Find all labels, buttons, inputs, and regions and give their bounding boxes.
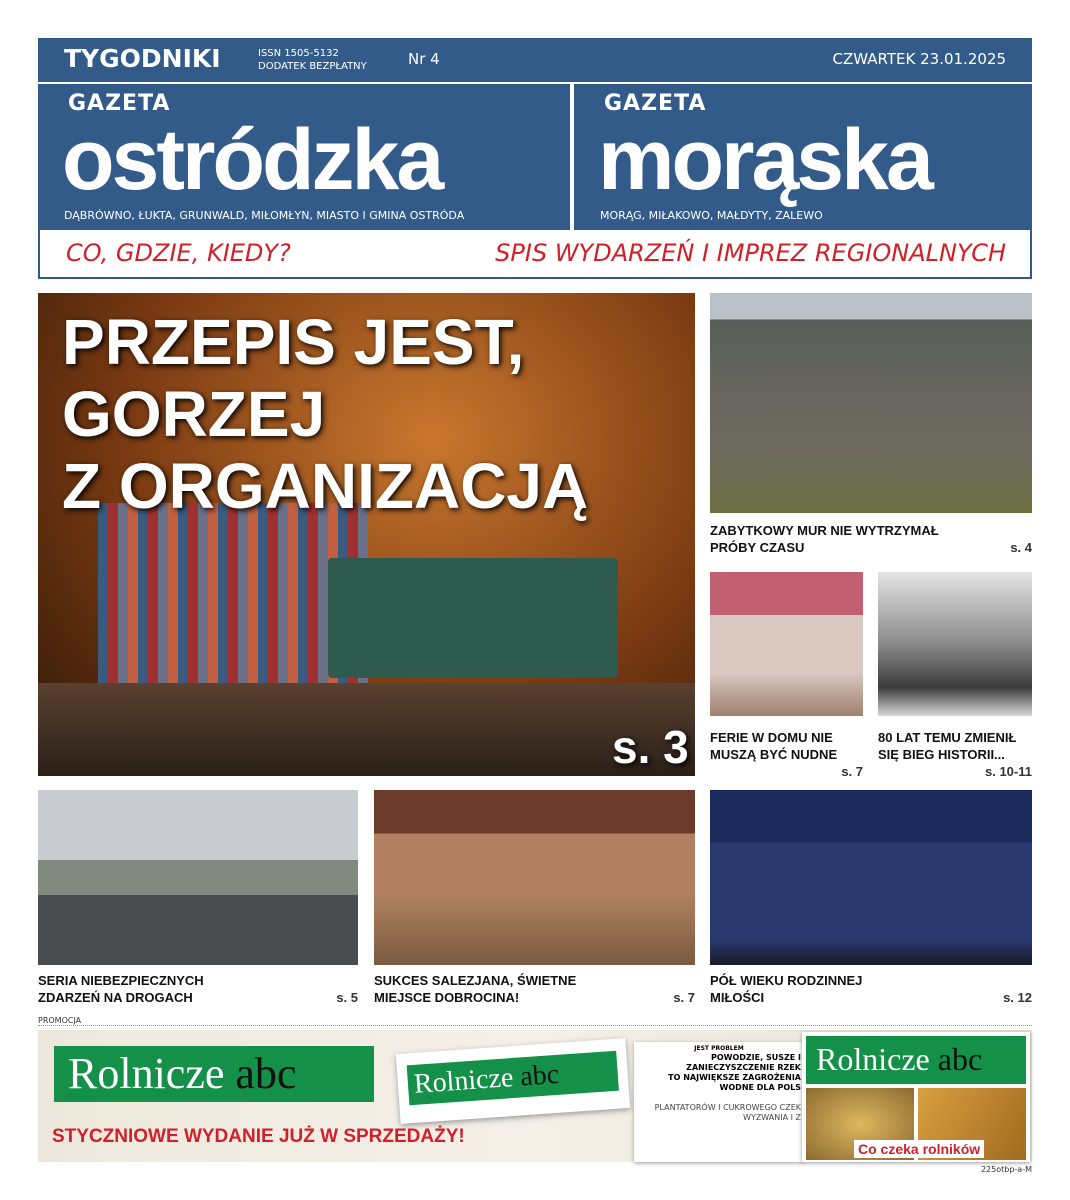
- headline-line: GORZEJ: [62, 378, 326, 450]
- issue-number: Nr 4: [408, 50, 440, 68]
- title-line: MUSZĄ BYĆ NUDNE: [710, 747, 838, 762]
- cover-logo: [806, 1036, 1026, 1084]
- story-title[interactable]: [374, 972, 576, 1006]
- roll-logo: [407, 1051, 619, 1106]
- promo-label: PROMOCJA: [38, 1016, 1032, 1026]
- story-title[interactable]: [710, 972, 862, 1006]
- masthead-areas: DĄBRÓWNO, ŁUKTA, GRUNWALD, MIŁOMŁYN, MIASTO I GMINA OSTRÓDA: [64, 209, 465, 222]
- top-bar: [38, 38, 1032, 82]
- story-page: s. 4: [1010, 540, 1032, 555]
- title-line: 80 LAT TEMU ZMIENIŁ: [878, 730, 1017, 745]
- inner-headline: TO NAJWIĘKSZE ZAGROŻENIA WODNE DLA POLS: [668, 1073, 801, 1092]
- logo-part: abc: [519, 1058, 561, 1093]
- ad-code: 225otbp-a-M: [980, 1165, 1032, 1174]
- masthead-areas: MORĄG, MIŁAKOWO, MAŁDYTY, ZALEWO: [600, 209, 823, 222]
- title-line: ZDARZEŃ NA DROGACH: [38, 990, 193, 1005]
- inner-sub: PLANTATORÓW I CUKROWEGO CZEK WYZWANIA I Z: [654, 1103, 801, 1122]
- main-headline[interactable]: [62, 306, 588, 522]
- story-page: s. 5: [336, 990, 358, 1005]
- headline-line: Z ORGANIZACJĄ: [62, 450, 589, 522]
- title-line: FERIE W DOMU NIE: [710, 730, 833, 745]
- masthead-ostrodzka: [38, 84, 570, 230]
- masthead-small: GAZETA: [68, 91, 171, 116]
- logo-part: abc: [937, 1041, 983, 1077]
- logo-part: Rolnicze: [412, 1062, 515, 1100]
- masthead-moraska: [574, 84, 1032, 230]
- ad-tagline: STYCZNIOWE WYDANIE JUŻ W SPRZEDAŻY!: [52, 1126, 465, 1147]
- title-line: ZABYTKOWY MUR NIE WYTRZYMAŁ: [710, 523, 939, 538]
- title-line: SUKCES SALEZJANA, ŚWIETNE: [374, 973, 577, 988]
- issn: ISSN 1505-5132: [258, 48, 339, 59]
- title-line: MIEJSCE DOBROCINA!: [374, 990, 520, 1005]
- masthead-small: GAZETA: [604, 91, 707, 116]
- story-title[interactable]: [878, 729, 1016, 763]
- band-right-text: SPIS WYDARZEŃ I IMPREZ REGIONALNYCH: [495, 239, 1006, 267]
- story-title[interactable]: [710, 729, 837, 763]
- section-brand: TYGODNIKI: [64, 44, 221, 73]
- story-page: s. 10-11: [985, 764, 1032, 779]
- logo-part: abc: [235, 1049, 297, 1098]
- issue-date: CZWARTEK 23.01.2025: [832, 50, 1006, 68]
- promo-ad[interactable]: [38, 1030, 1032, 1162]
- masthead-title: morąska: [598, 112, 931, 208]
- title-line: SERIA NIEBEZPIECZNYCH: [38, 973, 204, 988]
- inner-section: JEST PROBLEM: [694, 1045, 744, 1052]
- story-photo-exam[interactable]: [374, 790, 695, 965]
- supplement-label: DODATEK BEZPŁATNY: [258, 61, 367, 72]
- story-photo-history[interactable]: [878, 572, 1032, 716]
- story-page: s. 12: [1003, 990, 1032, 1005]
- story-title[interactable]: [38, 972, 204, 1006]
- ad-cover: [802, 1032, 1030, 1162]
- title-line: MIŁOŚCI: [710, 990, 765, 1005]
- cover-caption: Co czeka rolników: [854, 1140, 984, 1158]
- story-photo-wall[interactable]: [710, 293, 1032, 513]
- events-band: [38, 230, 1032, 279]
- inner-headline: POWODZIE, SUSZE I ZANIECZYSZCZENIE RZEK: [686, 1053, 801, 1072]
- story-title[interactable]: [710, 522, 939, 556]
- story-page: s. 7: [673, 990, 695, 1005]
- story-photo-road[interactable]: [38, 790, 358, 965]
- logo-part: Rolnicze: [816, 1041, 930, 1077]
- issn-info: [258, 47, 367, 73]
- main-story-page: s. 3: [612, 721, 689, 773]
- title-line: PÓŁ WIEKU RODZINNEJ: [710, 973, 863, 988]
- title-line: PRÓBY CZASU: [710, 540, 805, 555]
- band-left-text: CO, GDZIE, KIEDY?: [66, 239, 291, 267]
- ad-inner-page: [634, 1042, 804, 1162]
- story-page: s. 7: [841, 764, 863, 779]
- story-photo-anniversary[interactable]: [710, 790, 1032, 965]
- ad-logo: [54, 1046, 374, 1102]
- ad-newspaper-roll: [396, 1038, 630, 1124]
- story-photo-ferie[interactable]: [710, 572, 863, 716]
- title-line: SIĘ BIEG HISTORII...: [878, 747, 1005, 762]
- logo-part: Rolnicze: [68, 1049, 225, 1098]
- headline-line: PRZEPIS JEST,: [62, 306, 525, 378]
- masthead-title: ostródzka: [62, 112, 442, 208]
